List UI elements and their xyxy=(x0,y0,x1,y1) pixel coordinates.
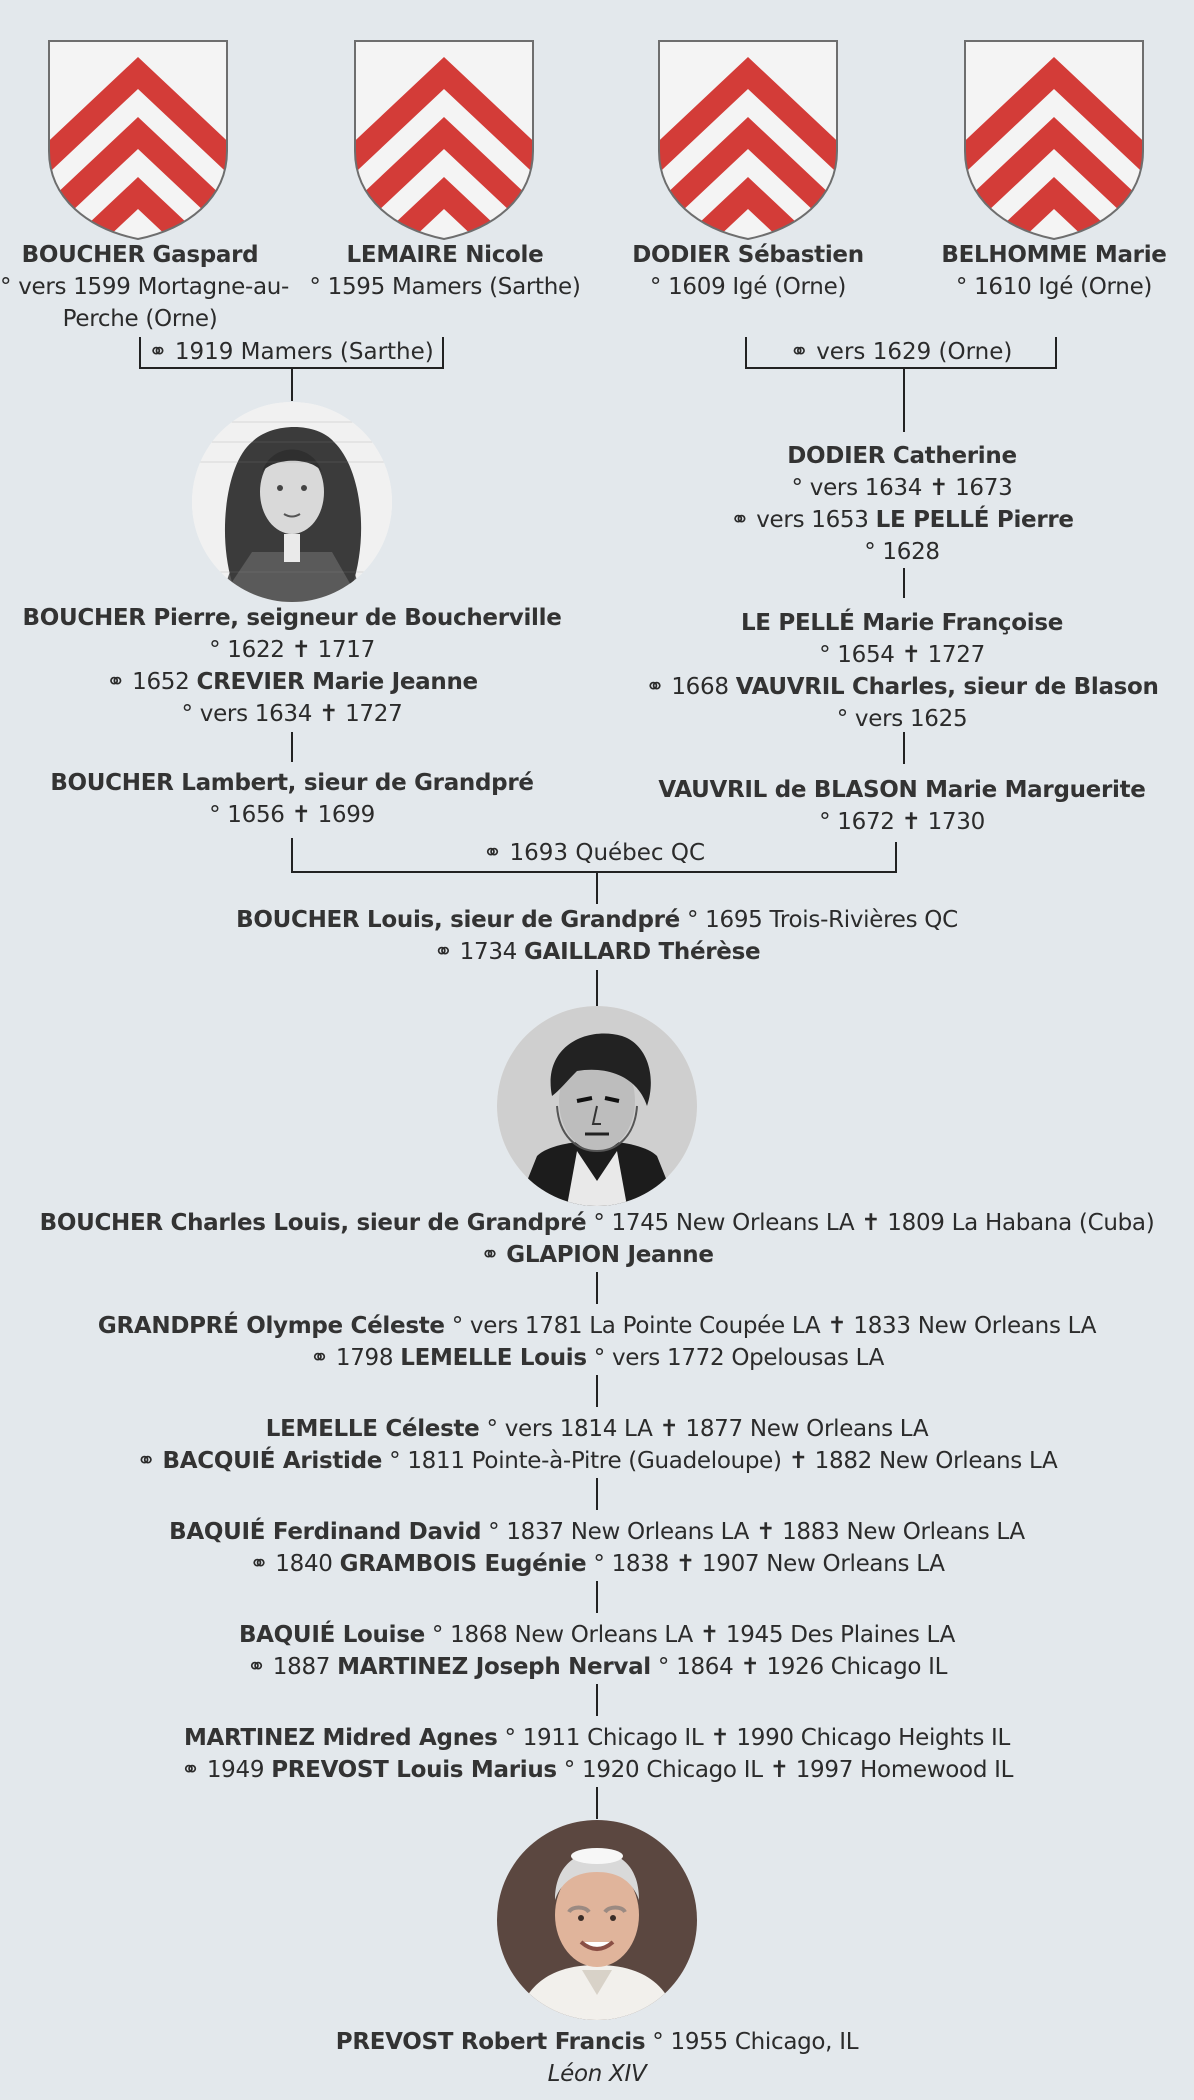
person-details: ° 1622 ✝ 1717 xyxy=(209,637,375,663)
marriage-line xyxy=(0,666,584,698)
person-louis-boucher xyxy=(0,904,1194,968)
person-name: BELHOMME Marie xyxy=(941,242,1167,268)
person-catherine-dodier xyxy=(610,440,1194,568)
person-name: BAQUIÉ Louise xyxy=(238,1622,425,1648)
person-louise-baquie xyxy=(0,1619,1194,1683)
person-marie-belhomme xyxy=(914,239,1194,303)
person-name: LEMELLE Céleste xyxy=(265,1416,480,1442)
person-name: MARTINEZ Midred Agnes xyxy=(183,1725,498,1751)
person-name: VAUVRIL de BLASON Marie Marguerite xyxy=(658,777,1146,803)
coat-of-arms-icon xyxy=(657,39,839,241)
person-details: ° 1911 Chicago IL ✝ 1990 Chicago Heights IL xyxy=(497,1725,1011,1751)
person-name: BOUCHER Louis, sieur de Grandpré xyxy=(236,907,680,933)
person-details: ° vers 1599 Mortagne-au- xyxy=(0,274,290,300)
person-details: ° 1837 New Orleans LA ✝ 1883 New Orleans LA xyxy=(481,1519,1025,1545)
person-robert-francis-prevost xyxy=(0,2026,1194,2090)
spouse-name: PREVOST Louis Marius xyxy=(271,1757,557,1783)
spouse-details: ° vers 1634 ✝ 1727 xyxy=(181,701,403,727)
marriage-date: ⚭ xyxy=(480,1242,507,1268)
person-ferdinand-david-baquie xyxy=(0,1516,1194,1580)
person-name: GRANDPRÉ Olympe Céleste xyxy=(97,1313,445,1339)
person-celeste-lemelle xyxy=(0,1413,1194,1477)
person-olympe-celeste-grandpre xyxy=(0,1310,1194,1374)
coat-of-arms-icon xyxy=(353,39,535,241)
marriage-date: ⚭ vers 1653 xyxy=(730,507,869,533)
person-midred-agnes-martinez xyxy=(0,1722,1194,1786)
spouse-name: VAUVRIL Charles, sieur de Blason xyxy=(735,674,1159,700)
marriage-date: ⚭ 1668 xyxy=(645,674,729,700)
spouse-details: ° 1864 ✝ 1926 Chicago IL xyxy=(650,1654,948,1680)
spouse-details: ° 1838 ✝ 1907 New Orleans LA xyxy=(586,1551,945,1577)
person-pierre-boucher xyxy=(0,602,584,730)
marriage-date: ⚭ 1840 xyxy=(249,1551,340,1577)
spouse-name: LEMELLE Louis xyxy=(400,1345,587,1371)
spouse-name: MARTINEZ Joseph Nerval xyxy=(337,1654,651,1680)
spouse-details: ° 1920 Chicago IL ✝ 1997 Homewood IL xyxy=(556,1757,1014,1783)
marriage-label: ⚭ vers 1629 (Orne) xyxy=(789,339,1013,365)
marriage-label: ⚭ 1919 Mamers (Sarthe) xyxy=(148,339,434,365)
spouse-details: ° vers 1625 xyxy=(836,706,968,732)
person-details: ° 1745 New Orleans LA ✝ 1809 La Habana (Cuba) xyxy=(586,1210,1155,1236)
spouse-details: ° 1628 xyxy=(864,539,940,565)
person-details: ° 1654 ✝ 1727 xyxy=(819,642,985,668)
spouse-name: BACQUIÉ Aristide xyxy=(162,1448,383,1474)
person-details: ° 1955 Chicago, IL xyxy=(645,2029,859,2055)
person-details: ° 1610 Igé (Orne) xyxy=(955,274,1153,300)
person-name: BAQUIÉ Ferdinand David xyxy=(169,1519,482,1545)
person-name: PREVOST Robert Francis xyxy=(335,2029,646,2055)
person-name: BOUCHER Lambert, sieur de Grandpré xyxy=(50,770,534,796)
portrait-charles-louis-boucher xyxy=(497,1006,697,1206)
person-details: ° 1656 ✝ 1699 xyxy=(209,802,375,828)
spouse-name: LE PELLÉ Pierre xyxy=(875,507,1074,533)
marriage-line xyxy=(610,504,1194,536)
person-name: BOUCHER Pierre, seigneur de Boucherville xyxy=(22,605,562,631)
person-details: ° vers 1634 ✝ 1673 xyxy=(791,475,1013,501)
spouse-name: GRAMBOIS Eugénie xyxy=(339,1551,587,1577)
person-name: BOUCHER Gaspard xyxy=(21,242,259,268)
person-details: ° 1868 New Orleans LA ✝ 1945 Des Plaines LA xyxy=(424,1622,956,1648)
person-name: DODIER Catherine xyxy=(787,443,1017,469)
spouse-details: ° 1811 Pointe-à-Pitre (Guadeloupe) ✝ 1882 New Orleans LA xyxy=(382,1448,1058,1474)
marriage-date: ⚭ 1887 xyxy=(246,1654,338,1680)
person-name: DODIER Sébastien xyxy=(632,242,864,268)
spouse-name: GAILLARD Thérèse xyxy=(524,939,761,965)
person-charles-louis-boucher xyxy=(0,1207,1194,1271)
spouse-name: CREVIER Marie Jeanne xyxy=(196,669,478,695)
person-name: LEMAIRE Nicole xyxy=(346,242,544,268)
marriage-date: ⚭ 1949 xyxy=(180,1757,272,1783)
person-gaspard-boucher xyxy=(0,239,290,335)
person-lambert-boucher xyxy=(0,767,584,831)
person-nicole-lemaire xyxy=(300,239,590,303)
coat-of-arms-icon xyxy=(963,39,1145,241)
marriage-date: ⚭ 1798 xyxy=(309,1345,401,1371)
portrait-pierre-boucher xyxy=(192,402,392,602)
person-details: ° vers 1781 La Pointe Coupée LA ✝ 1833 New Orleans LA xyxy=(444,1313,1097,1339)
person-details: ° 1609 Igé (Orne) xyxy=(649,274,847,300)
person-marguerite-vauvril xyxy=(610,774,1194,838)
spouse-name: GLAPION Jeanne xyxy=(506,1242,714,1268)
papal-name: Léon XIV xyxy=(547,2061,647,2087)
person-details: ° 1595 Mamers (Sarthe) xyxy=(309,274,581,300)
person-name: BOUCHER Charles Louis, sieur de Grandpré xyxy=(39,1210,587,1236)
spouse-details: ° vers 1772 Opelousas LA xyxy=(586,1345,885,1371)
person-details: Perche (Orne) xyxy=(62,306,218,332)
marriage-date: ⚭ xyxy=(136,1448,163,1474)
person-francoise-le-pelle xyxy=(610,607,1194,735)
marriage-label: ⚭ 1693 Québec QC xyxy=(482,840,706,866)
person-details: ° vers 1814 LA ✝ 1877 New Orleans LA xyxy=(479,1416,929,1442)
marriage-date: ⚭ 1734 xyxy=(433,939,525,965)
coat-of-arms-icon xyxy=(47,39,229,241)
marriage-line xyxy=(610,671,1194,703)
person-details: ° 1672 ✝ 1730 xyxy=(819,809,985,835)
marriage-date: ⚭ 1652 xyxy=(106,669,190,695)
person-details: ° 1695 Trois-Rivières QC xyxy=(679,907,958,933)
person-sebastien-dodier xyxy=(610,239,886,303)
portrait-robert-prevost xyxy=(497,1820,697,2020)
person-name: LE PELLÉ Marie Françoise xyxy=(740,610,1064,636)
